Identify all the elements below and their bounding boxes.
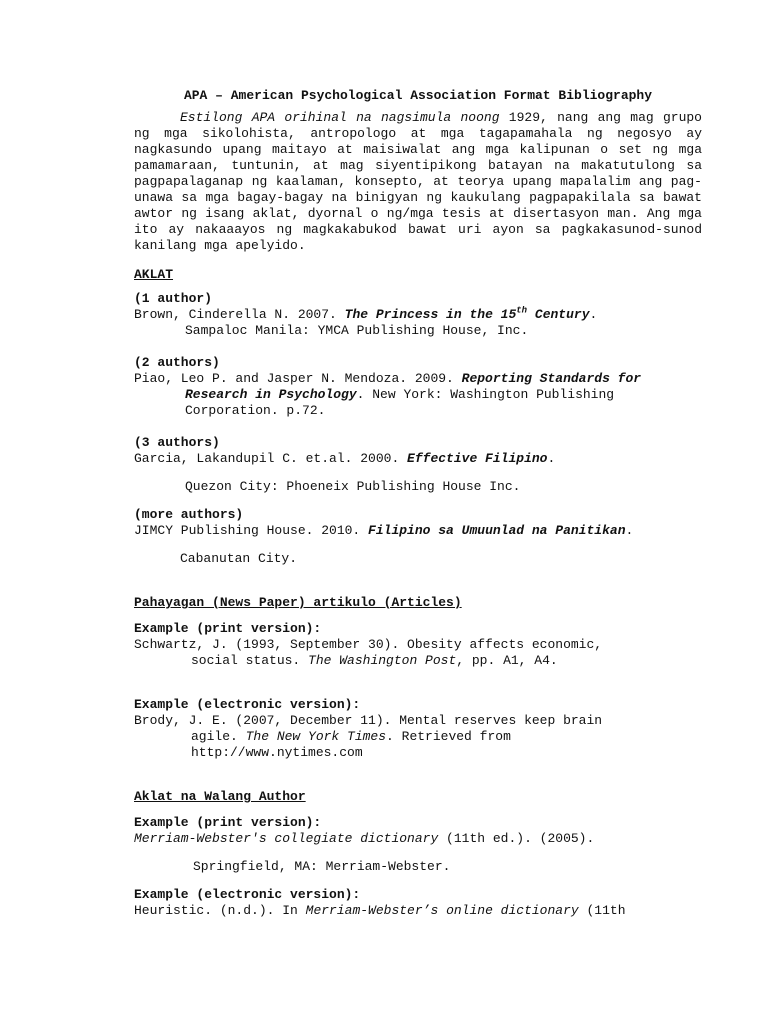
citation-text: Brown, Cinderella N. 2007. [134, 307, 345, 322]
section-heading-aklat: AKLAT [134, 267, 174, 282]
citation-url-link[interactable]: http://www.nytimes.com [191, 745, 363, 760]
citation-title: Filipino sa Umuunlad na Panitikan [368, 523, 626, 538]
citation-title: Effective Filipino [407, 451, 548, 466]
citation-more-authors: JIMCY Publishing House. 2010. Filipino sa Umuunlad na Panitikan. [134, 523, 634, 538]
label-one-author: (1 author) [134, 291, 213, 306]
document-page [134, 88, 702, 919]
citation-noauthor-print-line2: Springfield, MA: Merriam-Webster. [193, 859, 451, 874]
section-heading-news: Pahayagan (News Paper) artikulo (Articles) [134, 595, 462, 610]
citation-news-print: Schwartz, J. (1993, September 30). Obesity affects economic, [134, 637, 603, 652]
citation-title: The Princess in the 15th Century [344, 305, 590, 322]
citation-title: Reporting Standards for [461, 371, 642, 386]
label-noauthor-electronic: Example (electronic version): [134, 887, 361, 902]
citation-news-print-line2: social status. The Washington Post, pp. A1, A4. [191, 653, 558, 668]
citation-more-authors-line2: Cabanutan City. [180, 551, 298, 566]
citation-news-electronic: Brody, J. E. (2007, December 11). Mental reserves keep brain [134, 713, 603, 728]
citation-noauthor-print: Merriam-Webster's collegiate dictionary (11th ed.). (2005). [134, 831, 595, 846]
label-news-print: Example (print version): [134, 621, 322, 636]
section-heading-no-author: Aklat na Walang Author [134, 789, 306, 804]
citation-noauthor-electronic: Heuristic. (n.d.). In Merriam-Webster’s online dictionary (11th [134, 903, 626, 918]
citation-news-electronic-line2: agile. The New York Times. Retrieved from [191, 729, 511, 744]
intro-body: 1929, nang ang mag grupo ng mga sikolohista, antropologo at mga tagapamahala ng negosyo ay nagkasundo upang maitayo at maisiwalat ang mga kalipunan o set ng mga pamamaraan, tuntunin, at mag siyentipikong batayan na makatutulong sa pagpapalaganap ng kaalaman, konsepto, at teorya upang mapalalim ang pag-unawa sa mga bagay-bagay na binigyan ng kaukulang pagpapakilala sa bawat awtor ng isang aklat, dyornal o ng/mga tesis at disertasyon man. Ang mga ito ay nakaaayos ng magkakabukod bawat uri ayon sa pagkakasunod-sunod kanilang mga apelyido. [134, 110, 702, 253]
citation-one-author: Brown, Cinderella N. 2007. The Princess in the 15th Century. [134, 305, 598, 322]
citation-two-authors-line2: Research in Psychology. New York: Washington Publishing [185, 387, 615, 402]
citation-two-authors: Piao, Leo P. and Jasper N. Mendoza. 2009. Reporting Standards for [134, 371, 642, 386]
citation-two-authors-line3: Corporation. p.72. [185, 403, 326, 418]
label-three-authors: (3 authors) [134, 435, 220, 450]
intro-paragraph [134, 110, 702, 254]
intro-lead: Estilong APA orihinal na nagsimula noong [180, 110, 500, 125]
label-noauthor-print: Example (print version): [134, 815, 322, 830]
citation-three-authors-line2: Quezon City: Phoeneix Publishing House Inc. [185, 479, 521, 494]
citation-one-author-line2: Sampaloc Manila: YMCA Publishing House, Inc. [185, 323, 529, 338]
label-news-electronic: Example (electronic version): [134, 697, 361, 712]
label-more-authors: (more authors) [134, 507, 244, 522]
citation-three-authors: Garcia, Lakandupil C. et.al. 2000. Effective Filipino. [134, 451, 556, 466]
page-title: APA – American Psychological Association Format Bibliography [183, 88, 653, 103]
label-two-authors: (2 authors) [134, 355, 220, 370]
